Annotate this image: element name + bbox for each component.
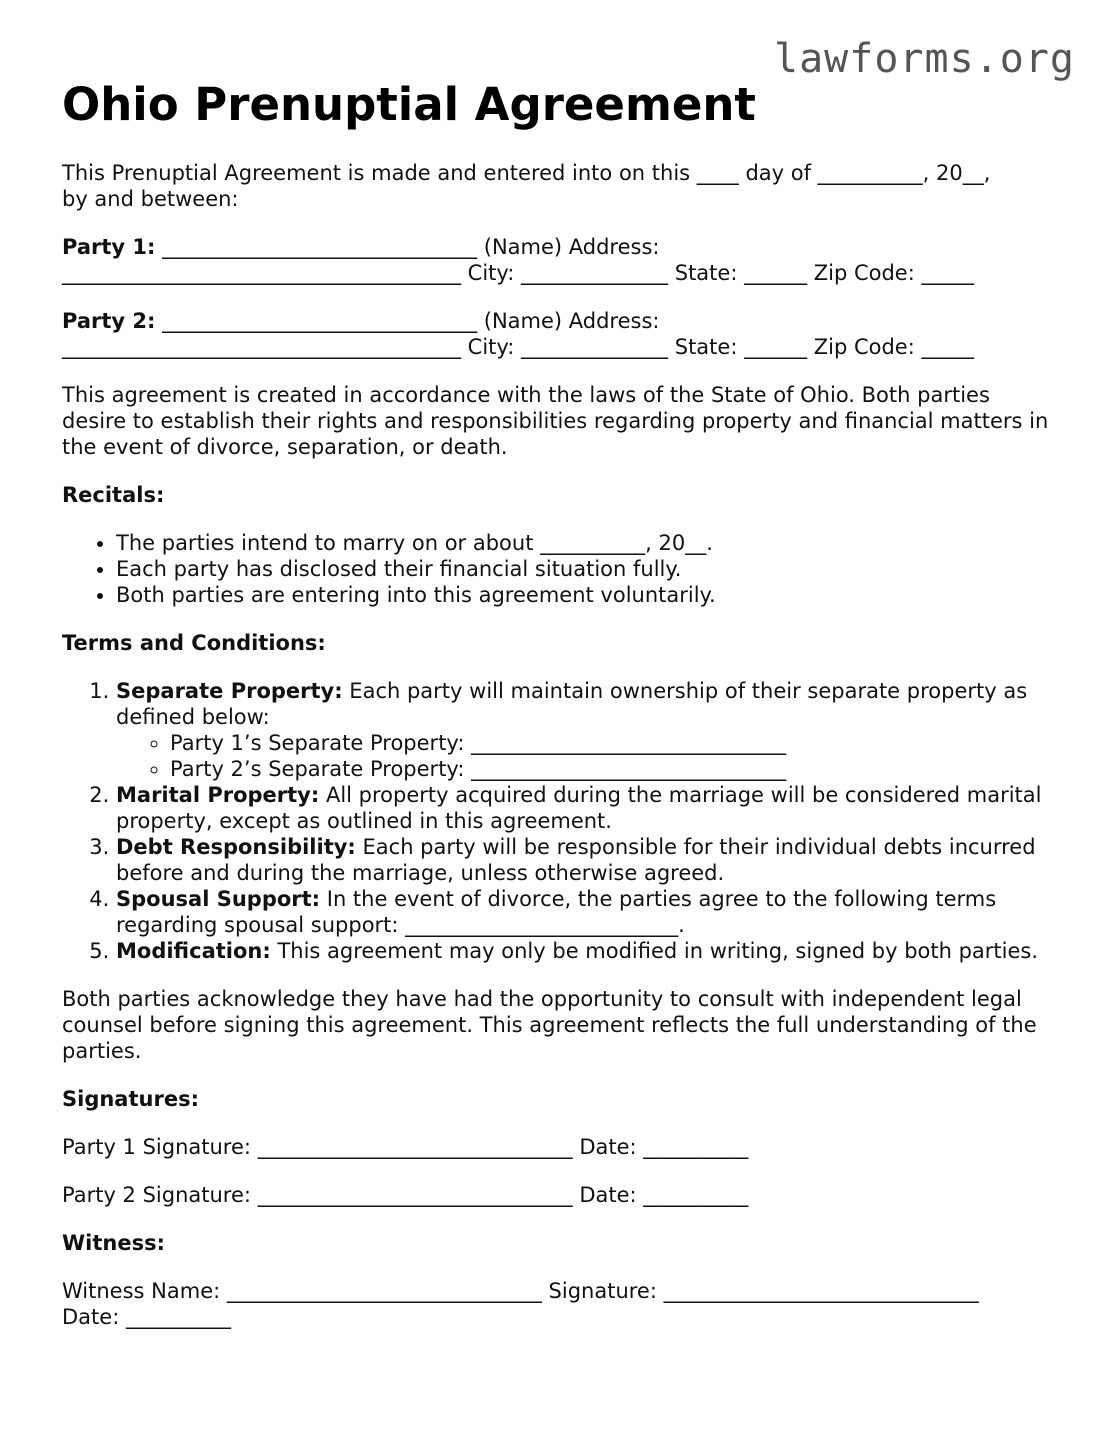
term-label: Debt Responsibility: [116,835,356,859]
party-2-block [62,308,1052,360]
intro-line-2: by and between: [62,187,239,211]
acknowledge-paragraph: Both parties acknowledge they have had the opportunity to consult with independent legal counsel before signing this agreement. This agreement reflects the full understanding of the parties. [62,987,1037,1063]
terms-list [62,678,1052,964]
witness-block [62,1278,1052,1330]
separate-property-list [116,730,1052,782]
term-text: In the event of divorce, the parties agree to the following terms regarding spousal support: __________________________. [116,887,997,937]
term-modification [116,938,1052,964]
witness-name-signature-line: Witness Name: ______________________________ Signature: ______________________________ [62,1279,979,1303]
party-1-signature-line: Party 1 Signature: ______________________________ Date: __________ [62,1135,749,1159]
term-text: This agreement may only be modified in writing, signed by both parties. [270,939,1039,963]
signatures-heading: Signatures: [62,1087,199,1111]
witness-date-line: Date: __________ [62,1305,231,1329]
recitals-list [62,530,1052,608]
terms-heading: Terms and Conditions: [62,631,326,655]
intro-paragraph [62,160,1052,212]
witness-heading: Witness: [62,1231,165,1255]
separate-property-item: ◦ Party 1’s Separate Property: ______________________________ [170,730,1052,756]
party-1-city-state-zip: ______________________________________ City: ______________ State: ______ Zip Code: _____ [62,261,974,285]
separate-property-item: ◦ Party 2’s Separate Property: ______________________________ [170,756,1052,782]
term-marital-property [116,782,1052,834]
term-label: Modification: [116,939,271,963]
party-2-label: Party 2: [62,309,156,333]
term-text: All property acquired during the marriage will be considered marital property, except as outlined in this agreement. [116,783,1042,833]
intro-line-1: This Prenuptial Agreement is made and entered into on this ____ day of __________, 20__, [62,161,991,185]
party-1-block [62,234,1052,286]
recitals-heading: Recitals: [62,483,165,507]
term-text: Each party will be responsible for their individual debts incurred before and during the marriage, unless otherwise agreed. [116,835,1036,885]
recital-item: • Each party has disclosed their financial situation fully. [116,556,1052,582]
laws-paragraph: This agreement is created in accordance with the laws of the State of Ohio. Both parties desire to establish their rights and responsibilities regarding property and financial matters in the event of divorce, separation, or death. [62,383,1049,459]
page-title: Ohio Prenuptial Agreement [62,78,756,131]
party-1-label: Party 1: [62,235,156,259]
party-2-city-state-zip: ______________________________________ City: ______________ State: ______ Zip Code: _____ [62,335,974,359]
term-debt-responsibility [116,834,1052,886]
term-label: Marital Property: [116,783,320,807]
party-1-name-address: ______________________________ (Name) Address: [155,235,660,259]
brand-watermark: lawforms.org [774,36,1075,82]
term-separate-property [116,678,1052,782]
recital-item: • Both parties are entering into this agreement voluntarily. [116,582,1052,608]
term-text: Each party will maintain ownership of their separate property as defined below: [116,679,1028,729]
term-label: Spousal Support: [116,887,321,911]
party-2-signature-line: Party 2 Signature: ______________________________ Date: __________ [62,1183,749,1207]
document-page [62,78,1052,1330]
party-2-name-address: ______________________________ (Name) Address: [155,309,660,333]
term-label: Separate Property: [116,679,343,703]
term-spousal-support [116,886,1052,938]
recital-item: • The parties intend to marry on or about __________, 20__. [116,530,1052,556]
